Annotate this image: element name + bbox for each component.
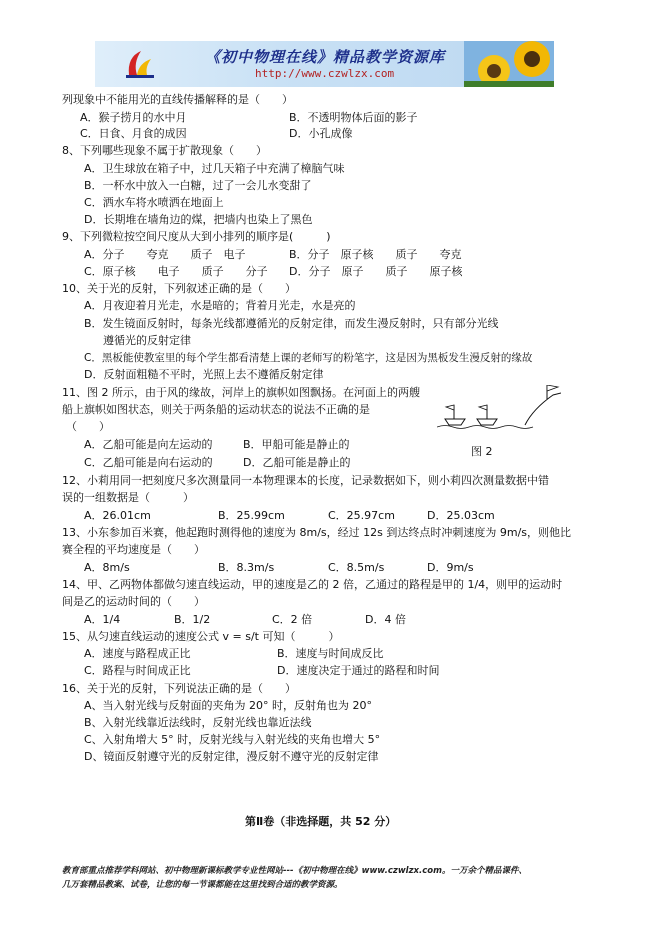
- q14-option-a: A．1/4: [84, 613, 121, 626]
- q9-option-b: B．分子 原子核 质子 夸克: [289, 248, 462, 261]
- q11-stem-line1: 11、图 2 所示，由于风的缘故，河岸上的旗帜如图飘扬。在河面上的两艘: [62, 386, 420, 399]
- q15-option-c: C．路程与时间成正比: [84, 664, 191, 677]
- q13-option-a: A．8m/s: [84, 561, 130, 574]
- q11-option-b: B．甲船可能是静止的: [243, 438, 350, 451]
- q8-option-b: B．一杯水中放入一白糖，过了一会儿水变甜了: [84, 179, 312, 192]
- q7-option-c: C．日食、月食的成因: [80, 127, 187, 140]
- footer-line-1: 教育部重点推荐学科网站、初中物理新课标教学专业性网站---《初中物理在线》www.czwlzx.com。一万余个精品课件、: [62, 866, 527, 876]
- q15-option-d: D．速度决定于通过的路程和时间: [277, 664, 440, 677]
- section-title: 第Ⅱ卷（非选择题，共 52 分）: [245, 815, 397, 828]
- q12-option-a: A．26.01cm: [84, 509, 151, 522]
- footer-line-2: 几万套精品教案、试卷，让您的每一节课都能在这里找到合适的教学资源。: [62, 880, 343, 890]
- q13-option-b: B．8.3m/s: [218, 561, 275, 574]
- q8-option-d: D．长期堆在墙角边的煤，把墙内也染上了黑色: [84, 213, 313, 226]
- site-logo-icon: [123, 47, 157, 81]
- q11-stem-line2: 船上旗帜如图状态，则关于两条船的运动状态的说法不正确的是: [62, 403, 370, 416]
- q10-option-a: A．月夜迎着月光走，水是暗的；背着月光走，水是亮的: [84, 299, 356, 312]
- q9-option-c: C．原子核 电子 质子 分子: [84, 265, 268, 278]
- q10-option-d: D．反射面粗糙不平时，光照上去不遵循反射定律: [84, 368, 324, 381]
- q8-stem: 8、下列哪些现象不属于扩散现象（ ）: [62, 144, 267, 157]
- banner-url[interactable]: http://www.czwlzx.com: [255, 67, 395, 80]
- q13-stem-line1: 13、小东参加百米赛，他起跑时测得他的速度为 8m/s，经过 12s 到达终点时冲刺速度为 9m/s，则他比: [62, 526, 572, 539]
- q10-option-b-cont: 遵循光的反射定律: [103, 334, 191, 347]
- q9-option-d: D．分子 原子 质子 原子核: [289, 265, 463, 278]
- sunflower-icon: [464, 41, 554, 87]
- q7-option-d: D．小孔成像: [289, 127, 353, 140]
- q7-stem: 列现象中不能用光的直线传播解释的是（ ）: [62, 93, 293, 106]
- q9-stem: 9、下列微粒按空间尺度从大到小排列的顺序是( ): [62, 230, 331, 243]
- q12-stem-line1: 12、小莉用同一把刻度尺多次测量同一本物理课本的长度，记录数据如下，则小莉四次测量数据中错: [62, 474, 549, 487]
- banner-title: 《初中物理在线》精品教学资源库: [205, 48, 446, 66]
- q12-option-c: C．25.97cm: [328, 509, 395, 522]
- q7-option-b: B．不透明物体后面的影子: [289, 111, 418, 124]
- q12-option-d: D．25.03cm: [427, 509, 495, 522]
- q8-option-a: A．卫生球放在箱子中，过几天箱子中充满了樟脑气味: [84, 162, 345, 175]
- q15-stem: 15、从匀速直线运动的速度公式 v = s/t 可知（ ）: [62, 630, 340, 643]
- q16-option-d: D、镜面反射遵守光的反射定律，漫反射不遵守光的反射定律: [84, 750, 379, 763]
- q11-option-d: D．乙船可能是静止的: [243, 456, 351, 469]
- q14-option-c: C．2 倍: [272, 613, 313, 626]
- q9-option-a: A．分子 夸克 质子 电子: [84, 248, 246, 261]
- q11-option-a: A．乙船可能是向左运动的: [84, 438, 213, 451]
- q12-option-b: B．25.99cm: [218, 509, 285, 522]
- q12-stem-line2: 误的一组数据是（ ）: [62, 491, 194, 504]
- q11-stem-line3: （ ）: [66, 420, 110, 433]
- q11-option-c: C．乙船可能是向右运动的: [84, 456, 213, 469]
- header-banner: [95, 41, 554, 87]
- q16-stem: 16、关于光的反射，下列说法正确的是（ ）: [62, 682, 296, 695]
- q14-option-d: D．4 倍: [365, 613, 406, 626]
- q15-option-a: A．速度与路程成正比: [84, 647, 191, 660]
- q13-option-c: C．8.5m/s: [328, 561, 385, 574]
- figure-label: 图 2: [471, 445, 493, 458]
- q16-option-a: A、当入射光线与反射面的夹角为 20° 时，反射角也为 20°: [84, 699, 373, 712]
- figure-boats-flags: [437, 385, 561, 455]
- q15-option-b: B．速度与时间成反比: [277, 647, 384, 660]
- q13-option-d: D．9m/s: [427, 561, 474, 574]
- q14-stem-line2: 间是乙的运动时间的（ ）: [62, 595, 205, 608]
- q10-stem: 10、关于光的反射，下列叙述正确的是（ ）: [62, 282, 296, 295]
- q7-option-a: A．猴子捞月的水中月: [80, 111, 187, 124]
- q10-option-b: B．发生镜面反射时，每条光线都遵循光的反射定律，而发生漫反射时，只有部分光线: [84, 317, 499, 330]
- q14-stem-line1: 14、甲、乙两物体都做匀速直线运动，甲的速度是乙的 2 倍，乙通过的路程是甲的 1/4，则甲的运动时: [62, 578, 563, 591]
- q16-option-b: B、入射光线靠近法线时，反射光线也靠近法线: [84, 716, 312, 729]
- q10-option-c: C．黑板能使教室里的每个学生都看清楚上课的老师写的粉笔字，这是因为黑板发生漫反射的缘故: [84, 352, 533, 364]
- q16-option-c: C、入射角增大 5° 时，反射光线与入射光线的夹角也增大 5°: [84, 733, 381, 746]
- q8-option-c: C．洒水车将水喷洒在地面上: [84, 196, 224, 209]
- q14-option-b: B．1/2: [174, 613, 211, 626]
- q13-stem-line2: 赛全程的平均速度是（ ）: [62, 543, 205, 556]
